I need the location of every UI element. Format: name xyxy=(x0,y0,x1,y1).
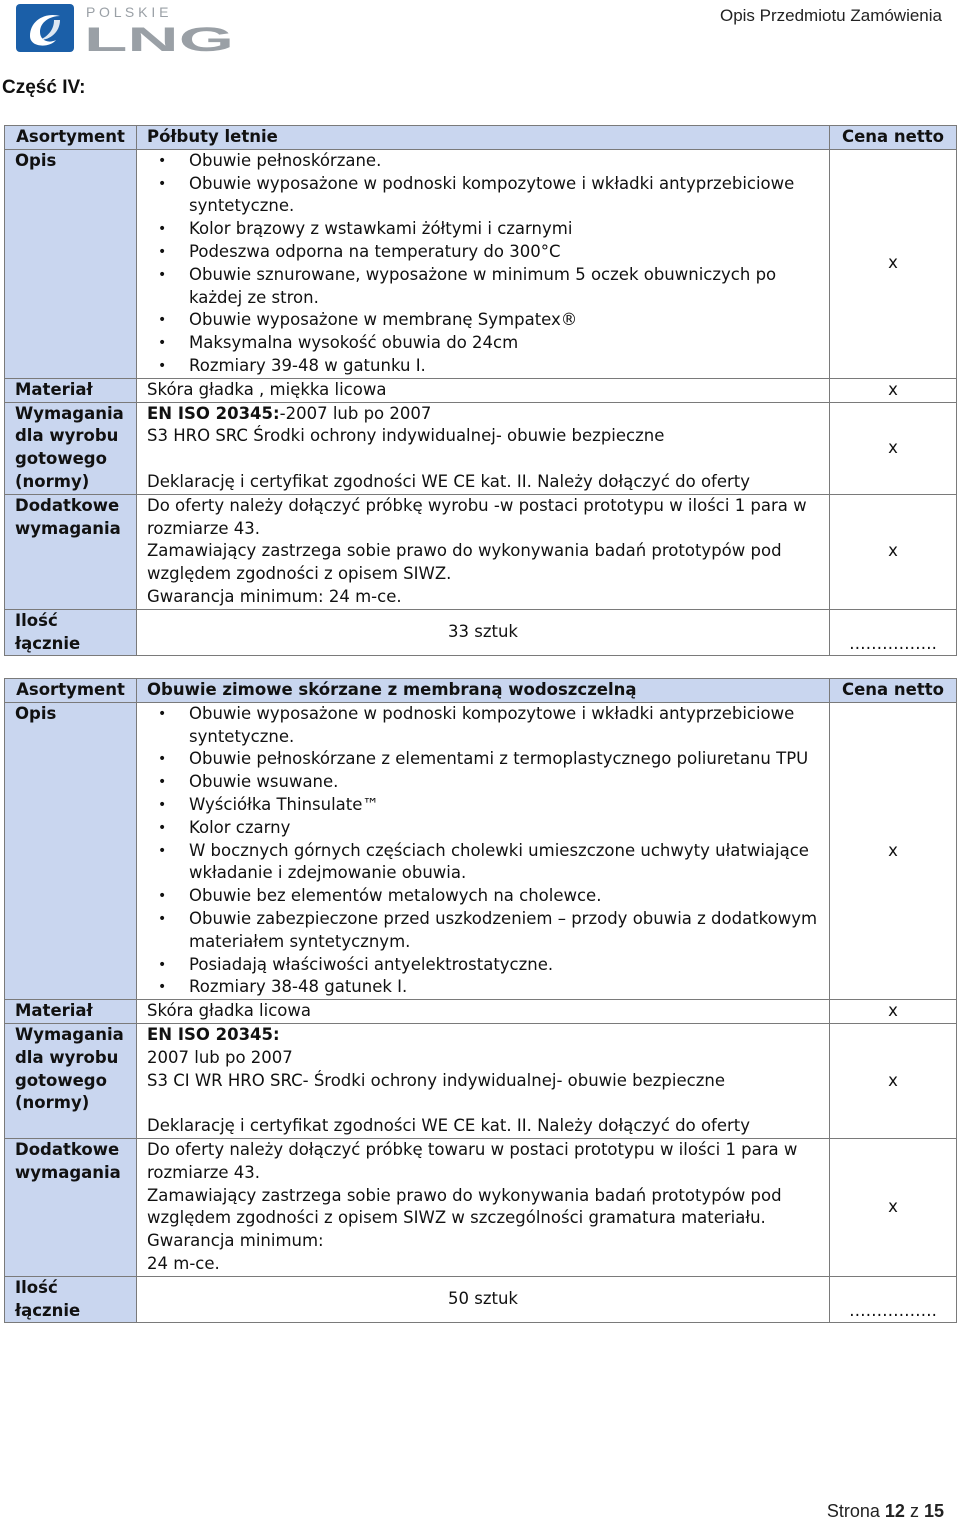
price-input-placeholder: ……………. xyxy=(830,609,957,656)
table-header-row xyxy=(5,126,957,150)
price-cell: x xyxy=(830,494,957,609)
opis-cell xyxy=(137,702,830,999)
dodatkowe-label: Dodatkowe wymagania xyxy=(5,494,137,609)
opis-row xyxy=(5,149,957,378)
list-item: • W bocznych górnych częściach cholewki umieszczone uchwyty ułatwiające wkładanie i zdejmowanie obuwia. xyxy=(189,840,829,886)
section-heading: Część IV: xyxy=(2,77,86,98)
dodatkowe-label: Dodatkowe wymagania xyxy=(5,1138,137,1276)
document-title: Opis Przedmiotu Zamówienia xyxy=(719,6,942,25)
list-item: • Posiadają właściwości antyelektrostatyczne. xyxy=(189,954,829,977)
opis-label: Opis xyxy=(5,149,137,378)
logo-main-text: LNG xyxy=(84,21,234,54)
ilosc-label: Ilość łącznie xyxy=(5,1276,137,1323)
quantity-value: 50 sztuk xyxy=(137,1276,830,1323)
material-row xyxy=(5,1000,957,1024)
product-name: Półbuty letnie xyxy=(137,126,830,150)
ilosc-row xyxy=(5,1276,957,1323)
price-cell: x xyxy=(830,402,957,494)
dodatkowe-row xyxy=(5,494,957,609)
list-item: • Obuwie wyposażone w podnoski kompozytowe i wkładki antyprzebiciowe syntetyczne. xyxy=(189,703,829,749)
list-item: • Obuwie pełnoskórzane z elementami z termoplastycznego poliuretanu TPU xyxy=(189,748,829,771)
col-header-cena-netto: Cena netto xyxy=(830,126,957,150)
col-header-asortyment: Asortyment xyxy=(5,679,137,703)
material-label: Materiał xyxy=(5,378,137,402)
price-cell: x xyxy=(830,1000,957,1024)
wymagania-row xyxy=(5,1023,957,1138)
list-item: • Obuwie sznurowane, wyposażone w minimum 5 oczek obuwniczych po każdej ze stron. xyxy=(189,264,829,310)
material-row xyxy=(5,378,957,402)
material-value: Skóra gładka licowa xyxy=(137,1000,830,1024)
material-label: Materiał xyxy=(5,1000,137,1024)
list-item: • Obuwie wyposażone w membranę Sympatex® xyxy=(189,309,829,332)
opis-list xyxy=(147,150,829,378)
price-cell: x xyxy=(830,149,957,378)
ilosc-label: Ilość łącznie xyxy=(5,609,137,656)
dodatkowe-cell: Do oferty należy dołączyć próbkę wyrobu -w postaci prototypu w ilości 1 para w rozmiarze 43. Zamawiający zastrzega sobie prawo do wykonywania badań prototypów pod względem zgodności z opisem SIWZ. Gwarancja minimum: 24 m-ce. xyxy=(137,494,830,609)
dodatkowe-row xyxy=(5,1138,957,1276)
list-item: • Kolor brązowy z wstawkami żółtymi i czarnymi xyxy=(189,218,829,241)
list-item: • Podeszwa odporna na temperatury do 300°C xyxy=(189,241,829,264)
logo-top-text: P O L S K I E xyxy=(86,4,169,20)
opis-label: Opis xyxy=(5,702,137,999)
wymagania-row xyxy=(5,402,957,494)
price-cell: x xyxy=(830,1138,957,1276)
list-item: • Maksymalna wysokość obuwia do 24cm xyxy=(189,332,829,355)
material-value: Skóra gładka , miękka licowa xyxy=(137,378,830,402)
wymagania-cell: EN ISO 20345:-2007 lub po 2007 S3 HRO SRC Środki ochrony indywidualnej- obuwie bezpieczne Deklarację i certyfikat zgodności WE CE kat. II. Należy dołączyć do oferty xyxy=(137,402,830,494)
opis-cell xyxy=(137,149,830,378)
list-item: • Rozmiary 38-48 gatunek I. xyxy=(189,976,829,999)
norm-code: EN ISO 20345: xyxy=(147,403,280,423)
opis-list xyxy=(147,703,829,999)
table-header-row xyxy=(5,679,957,703)
ilosc-row xyxy=(5,609,957,656)
product-name: Obuwie zimowe skórzane z membraną wodoszczelną xyxy=(137,679,830,703)
wymagania-label: Wymagania dla wyrobu gotowego (normy) xyxy=(5,402,137,494)
list-item: • Wyściółka Thinsulate™ xyxy=(189,794,829,817)
price-cell: x xyxy=(830,378,957,402)
list-item: • Obuwie bez elementów metalowych na cholewce. xyxy=(189,885,829,908)
polskie-lng-logo xyxy=(16,2,246,54)
wymagania-label: Wymagania dla wyrobu gotowego (normy) xyxy=(5,1023,137,1138)
spec-table-1 xyxy=(4,125,957,656)
dodatkowe-cell: Do oferty należy dołączyć próbkę towaru w postaci prototypu w ilości 1 para w rozmiarze 43. Zamawiający zastrzega sobie prawo do wykonywania badań prototypów pod względem zgodności z opisem SIWZ w szczególności gramatura materiału. Gwarancja minimum: 24 m-ce. xyxy=(137,1138,830,1276)
spec-table-2 xyxy=(4,678,957,1323)
page-number: Strona 12 z 15 xyxy=(826,1501,944,1521)
norm-code: EN ISO 20345: xyxy=(147,1024,280,1044)
price-cell: x xyxy=(830,702,957,999)
col-header-asortyment: Asortyment xyxy=(5,126,137,150)
list-item: • Obuwie wyposażone w podnoski kompozytowe i wkładki antyprzebiciowe syntetyczne. xyxy=(189,173,829,219)
list-item: • Kolor czarny xyxy=(189,817,829,840)
wymagania-cell: EN ISO 20345: 2007 lub po 2007 S3 CI WR HRO SRC- Środki ochrony indywidualnej- obuwie bezpieczne Deklarację i certyfikat zgodności WE CE kat. II. Należy dołączyć do oferty xyxy=(137,1023,830,1138)
opis-row xyxy=(5,702,957,999)
price-input-placeholder: ……………. xyxy=(830,1276,957,1323)
col-header-cena-netto: Cena netto xyxy=(830,679,957,703)
list-item: • Rozmiary 39-48 w gatunku I. xyxy=(189,355,829,378)
quantity-value: 33 sztuk xyxy=(137,609,830,656)
list-item: • Obuwie pełnoskórzane. xyxy=(189,150,829,173)
list-item: • Obuwie zabezpieczone przed uszkodzeniem – przody obuwia z dodatkowym materiałem syntetycznym. xyxy=(189,908,829,954)
list-item: • Obuwie wsuwane. xyxy=(189,771,829,794)
price-cell: x xyxy=(830,1023,957,1138)
